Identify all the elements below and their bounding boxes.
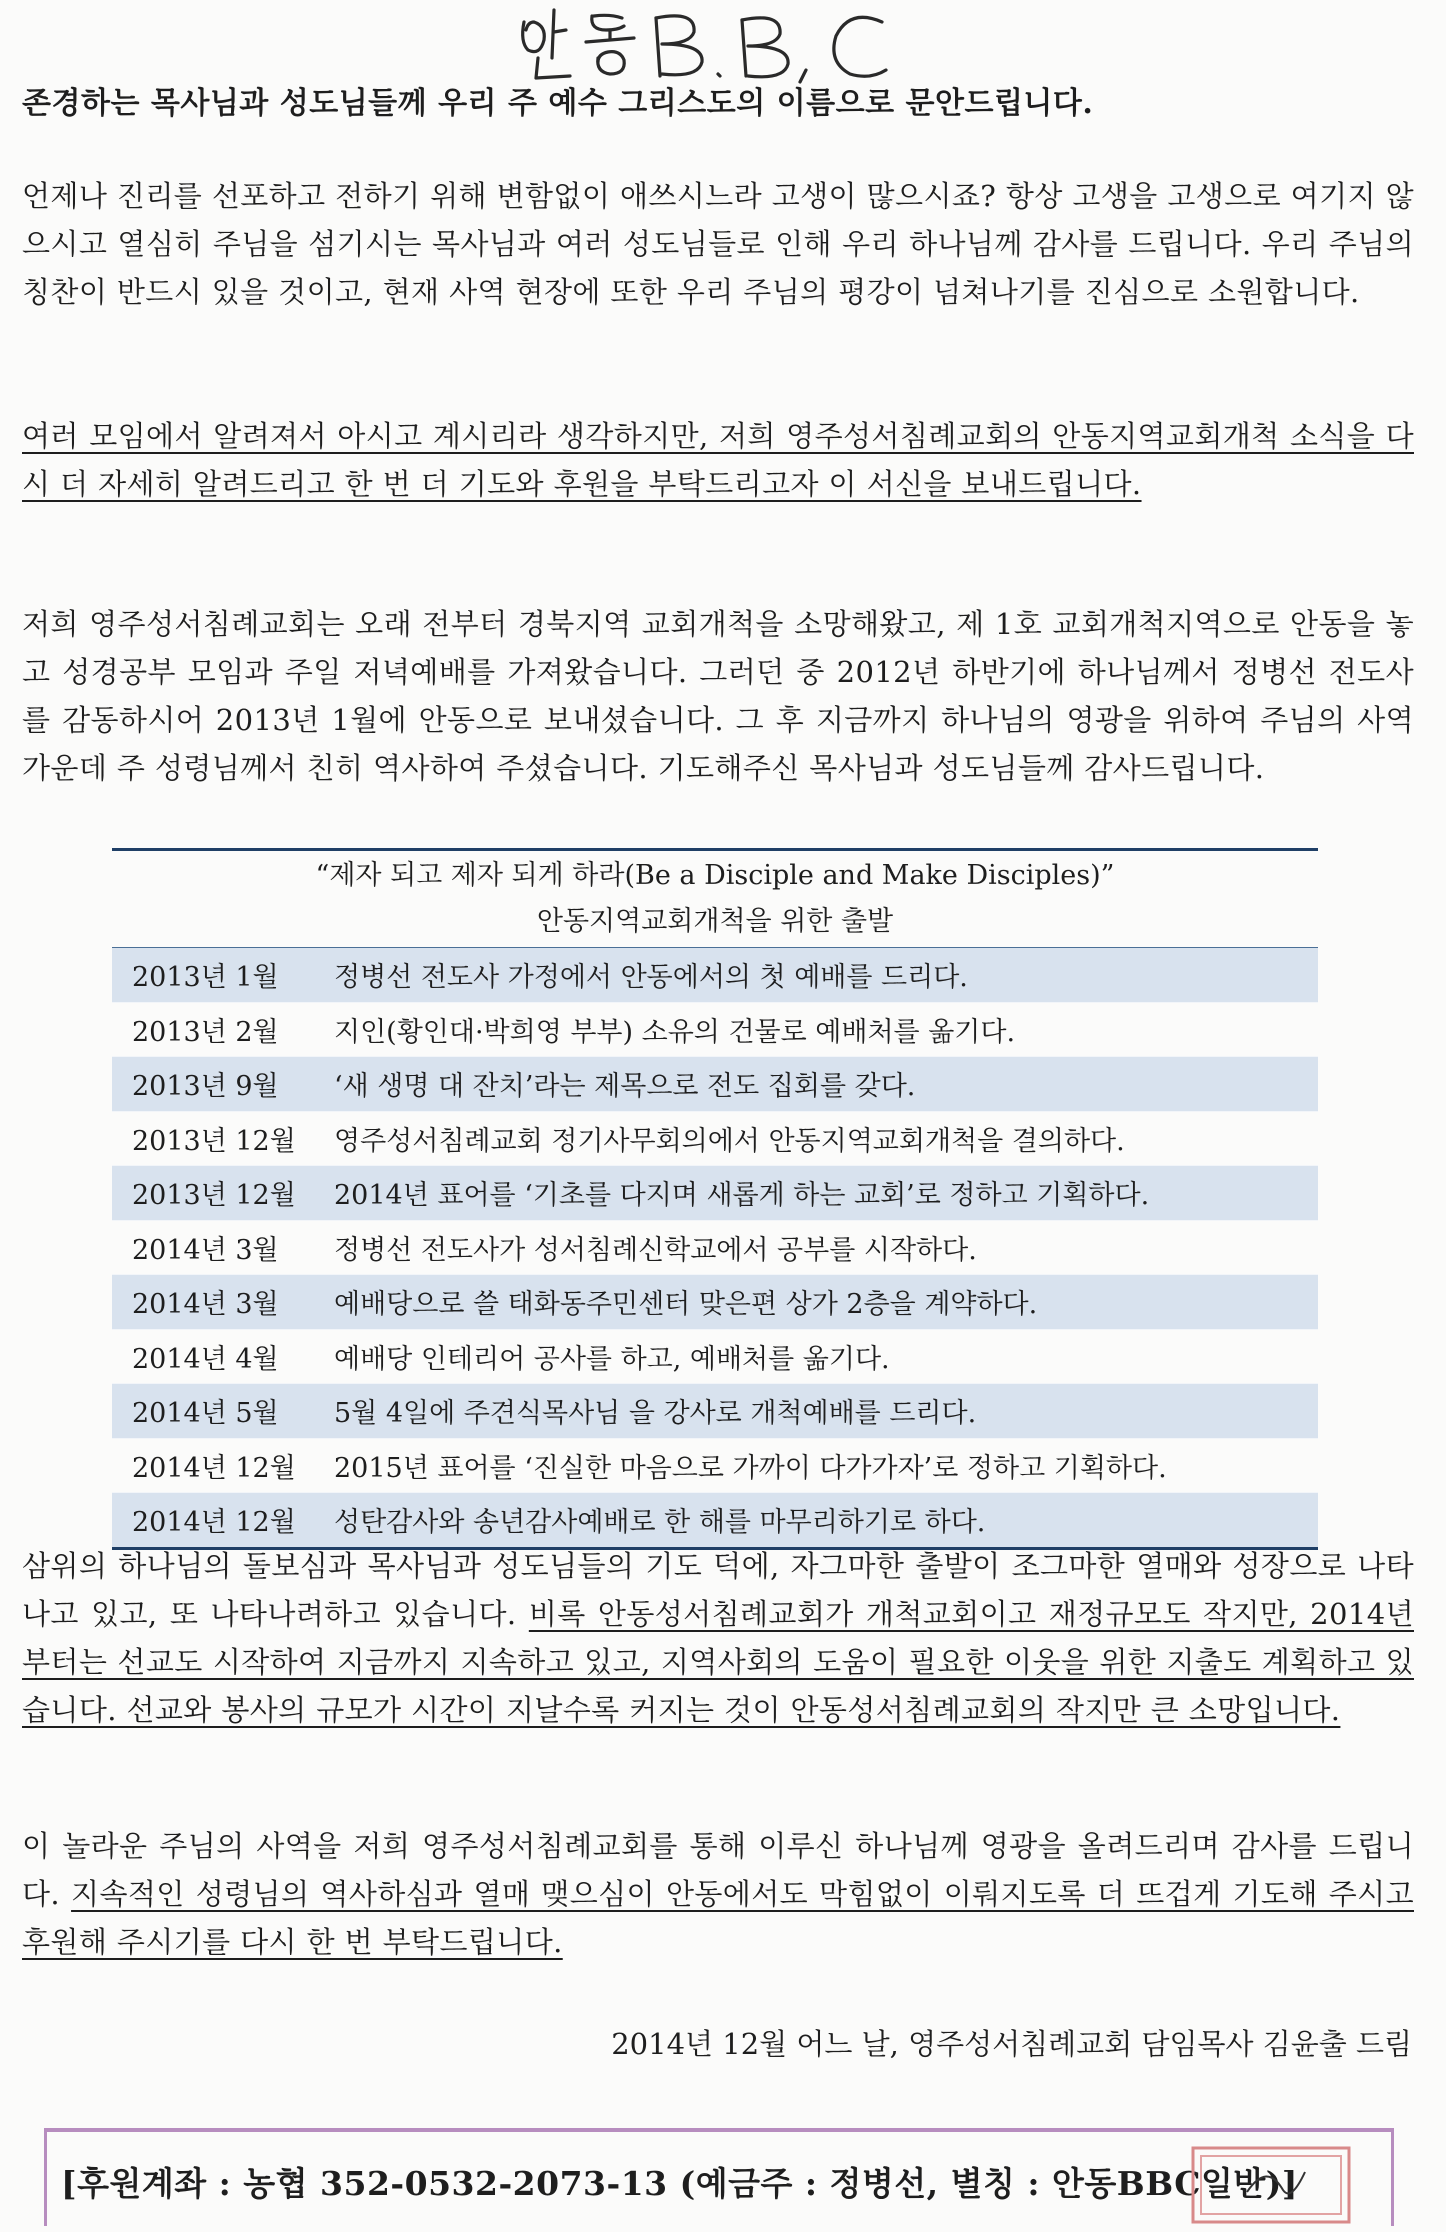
timeline-event: 정병선 전도사 가정에서 안동에서의 첫 예배를 드리다. — [334, 962, 968, 994]
closing-text: 이 놀라운 주님의 사역을 저희 영주성서침례교회를 통해 이루신 하나님께 영광을 올려드리며 감사를 드립니다. — [22, 1829, 1414, 1911]
growth-underlined-text: 비록 안동성서침례교회가 개척교회이고 재정규모도 작지만, 2014년부터는 선교도 시작하여 지금까지 지속하고 있고, 지역사회의 도움이 필요한 이웃을 위한 지출도 계획하고 있습니다. 선교와 봉사의 규모가 시간이 지날수록 커지는 것이 안동성서침례교회의 작지만 큰 소망입니다. — [22, 1597, 1414, 1727]
timeline-date: 2013년 9월 — [132, 1071, 279, 1103]
greeting-line: 존경하는 목사님과 성도님들께 우리 주 예수 그리스도의 이름으로 문안드립니다. — [22, 86, 1094, 121]
paragraph-purpose: 여러 모임에서 알려져서 아시고 계시리라 생각하지만, 저희 영주성서침례교회의 안동지역교회개척 소식을 다시 더 자세히 알려드리고 한 번 더 기도와 후원을 부탁드리고자 이 서신을 보내드립니다. — [22, 419, 1414, 501]
timeline-event: 예배당 인테리어 공사를 하고, 예배처를 옮기다. — [334, 1343, 890, 1375]
timeline-date: 2014년 12월 — [132, 1507, 296, 1539]
timeline-row — [112, 1384, 1318, 1439]
timeline-event: 5월 4일에 주견식목사님 을 강사로 개척예배를 드리다. — [334, 1398, 977, 1430]
timeline-event: 성탄감사와 송년감사예배로 한 해를 마무리하기로 하다. — [334, 1507, 986, 1539]
seal-stamp — [1187, 2132, 1357, 2226]
account-info: [후원계좌 : 농협 352-0532-2073-13 (예금주 : 정병선, 별칭 : 안동BBC일반)] — [61, 2164, 1298, 2203]
timeline-event: 예배당으로 쓸 태화동주민센터 맞은편 상가 2층을 계약하다. — [334, 1289, 1038, 1321]
timeline-date: 2014년 12월 — [132, 1452, 296, 1484]
signature-line: 2014년 12월 어느 날, 영주성서침례교회 담임목사 김윤출 드림 — [611, 2027, 1412, 2061]
timeline-motto: “제자 되고 제자 되게 하라(Be a Disciple and Make Disciples)” — [315, 860, 1115, 891]
timeline-date: 2014년 5월 — [132, 1398, 279, 1430]
timeline-row — [112, 1493, 1318, 1547]
timeline-date: 2014년 3월 — [132, 1234, 279, 1266]
timeline-date: 2014년 3월 — [132, 1289, 279, 1321]
timeline-date: 2013년 1월 — [132, 962, 279, 994]
timeline-row — [112, 1275, 1318, 1330]
handwritten-title-drawing — [510, 0, 950, 85]
growth-text: 삼위의 하나님의 돌보심과 목사님과 성도님들의 기도 덕에, 자그마한 출발이 조그마한 열매와 성장으로 나타나고 있고, 또 나타나려하고 있습니다. — [22, 1549, 1414, 1631]
timeline-subtitle: 안동지역교회개척을 위한 출발 — [536, 906, 894, 937]
timeline-row — [112, 948, 1318, 1003]
timeline-body — [112, 948, 1318, 1547]
timeline-event: 2015년 표어를 ‘진실한 마음으로 가까이 다가가자’로 정하고 기획하다. — [334, 1452, 1167, 1484]
seal-stamp-drawing — [1187, 2132, 1357, 2226]
paragraph-opening: 언제나 진리를 선포하고 전하기 위해 변함없이 애쓰시느라 고생이 많으시죠? 항상 고생을 고생으로 여기지 않으시고 열심히 주님을 섬기시는 목사님과 여러 성도님들로 인해 우리 하나님께 감사를 드립니다. 우리 주님의 칭찬이 반드시 있을 것이고, 현재 사역 현장에 또한 우리 주님의 평강이 넘쳐나기를 진심으로 소원합니다. — [22, 179, 1414, 309]
timeline-event: 영주성서침례교회 정기사무회의에서 안동지역교회개척을 결의하다. — [334, 1125, 1125, 1157]
closing-underlined-text: 지속적인 성령님의 역사하심과 열매 맺으심이 안동에서도 막힘없이 이뤄지도록 더 뜨겁게 기도해 주시고 후원해 주시기를 다시 한 번 부탁드립니다. — [22, 1877, 1414, 1959]
timeline-event: ‘새 생명 대 잔치’라는 제목으로 전도 집회를 갖다. — [334, 1071, 916, 1103]
timeline-header — [112, 851, 1318, 948]
paragraph-history: 저희 영주성서침례교회는 오래 전부터 경북지역 교회개척을 소망해왔고, 제 1호 교회개척지역으로 안동을 놓고 성경공부 모임과 주일 저녁예배를 가져왔습니다. 그러던 중 2012년 하반기에 하나님께서 정병선 전도사를 감동하시어 2013년 1월에 안동으로 보내셨습니다. 그 후 지금까지 하나님의 영광을 위하여 주님의 사역 가운데 주 성령님께서 친히 역사하여 주셨습니다. 기도해주신 목사님과 성도님들께 감사드립니다. — [22, 607, 1414, 785]
timeline-event: 2014년 표어를 ‘기초를 다지며 새롭게 하는 교회’로 정하고 기획하다. — [334, 1180, 1150, 1212]
timeline-row — [112, 1057, 1318, 1112]
timeline-row — [112, 1330, 1318, 1385]
paragraph-closing — [22, 1822, 1414, 1966]
timeline-date: 2014년 4월 — [132, 1343, 279, 1375]
account-box — [44, 2128, 1394, 2226]
paragraph-growth — [22, 1542, 1414, 1734]
timeline-row — [112, 1112, 1318, 1167]
timeline-row — [112, 1221, 1318, 1276]
timeline-event: 지인(황인대·박희영 부부) 소유의 건물로 예배처를 옮기다. — [334, 1016, 1016, 1048]
timeline-row — [112, 1439, 1318, 1494]
timeline-date: 2013년 2월 — [132, 1016, 279, 1048]
timeline-date: 2013년 12월 — [132, 1180, 296, 1212]
timeline-table — [112, 848, 1318, 1550]
timeline-date: 2013년 12월 — [132, 1125, 296, 1157]
handwritten-title — [510, 0, 950, 85]
timeline-event: 정병선 전도사가 성서침례신학교에서 공부를 시작하다. — [334, 1234, 977, 1266]
timeline-row — [112, 1003, 1318, 1058]
timeline-row — [112, 1166, 1318, 1221]
